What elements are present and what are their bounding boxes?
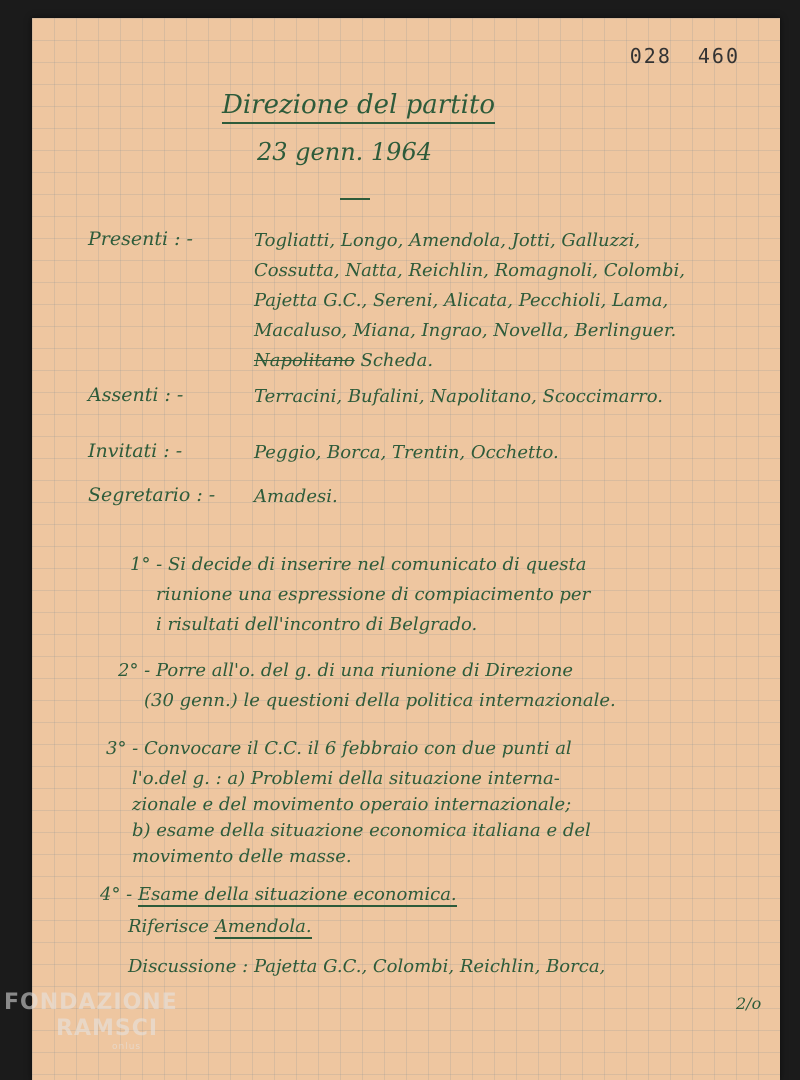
point-4-number: 4° - (100, 884, 133, 905)
riferisce-name: Amendola. (214, 916, 312, 937)
segretario-name: Amadesi. (254, 486, 338, 507)
point-3-line: movimento delle masse. (132, 846, 352, 867)
point-1-line: 1° - Si decide di inserire nel comunicato di questa (130, 554, 587, 575)
point-1-line: i risultati dell'incontro di Belgrado. (156, 614, 478, 635)
point-3-line: zionale e del movimento operaio internazionale; (132, 794, 572, 815)
document-title: Direzione del partito (222, 90, 495, 124)
riferisce-label: Riferisce (128, 916, 209, 937)
fondazione-gramsci-logo (4, 990, 178, 1052)
logo-onlus: onlus (112, 1042, 142, 1052)
discussione-label: Discussione (128, 956, 237, 977)
document-page (32, 18, 780, 1080)
point-3-line: 3° - Convocare il C.C. il 6 febbraio con due punti al (106, 738, 572, 759)
stamp-right: 460 (697, 44, 740, 68)
discussione-list: : Pajetta G.C., Colombi, Reichlin, Borca, (242, 956, 606, 977)
logo-line-2: RAMSCI (56, 1016, 159, 1041)
assenti-label: Assenti : - (88, 384, 184, 406)
page-mark: 2/o (736, 994, 762, 1013)
assenti-list: Terracini, Bufalini, Napolitano, Scoccimarro. (254, 386, 663, 407)
presenti-line: Macaluso, Miana, Ingrao, Novella, Berlinguer. (254, 320, 677, 341)
title-separator (340, 198, 370, 200)
segretario-label: Segretario : - (88, 484, 216, 506)
point-2-line: 2° - Porre all'o. del g. di una riunione di Direzione (118, 660, 574, 681)
presenti-line: Cossutta, Natta, Reichlin, Romagnoli, Colombi, (254, 260, 685, 281)
archive-number-stamp (630, 44, 740, 68)
point-4-title: Esame della situazione economica. (138, 884, 457, 905)
point-3-line: l'o.del g. : a) Problemi della situazione interna- (132, 768, 560, 789)
presenti-line: Pajetta G.C., Sereni, Alicata, Pecchioli, Lama, (254, 290, 669, 311)
struck-name: Napolitano (254, 350, 355, 371)
invitati-label: Invitati : - (88, 440, 183, 462)
logo-line-1: FONDAZIONE (4, 990, 178, 1015)
point-3-line: b) esame della situazione economica italiana e del (132, 820, 591, 841)
document-date: 23 genn. 1964 (257, 138, 432, 166)
presenti-label: Presenti : - (88, 228, 193, 250)
stamp-left: 028 (629, 44, 672, 68)
last-presente: Scheda. (360, 350, 434, 371)
invitati-list: Peggio, Borca, Trentin, Occhetto. (254, 442, 559, 463)
presenti-line: Togliatti, Longo, Amendola, Jotti, Galluzzi, (254, 230, 641, 251)
point-1-line: riunione una espressione di compiacimento per (156, 584, 591, 605)
point-2-line: (30 genn.) le questioni della politica internazionale. (144, 690, 616, 711)
